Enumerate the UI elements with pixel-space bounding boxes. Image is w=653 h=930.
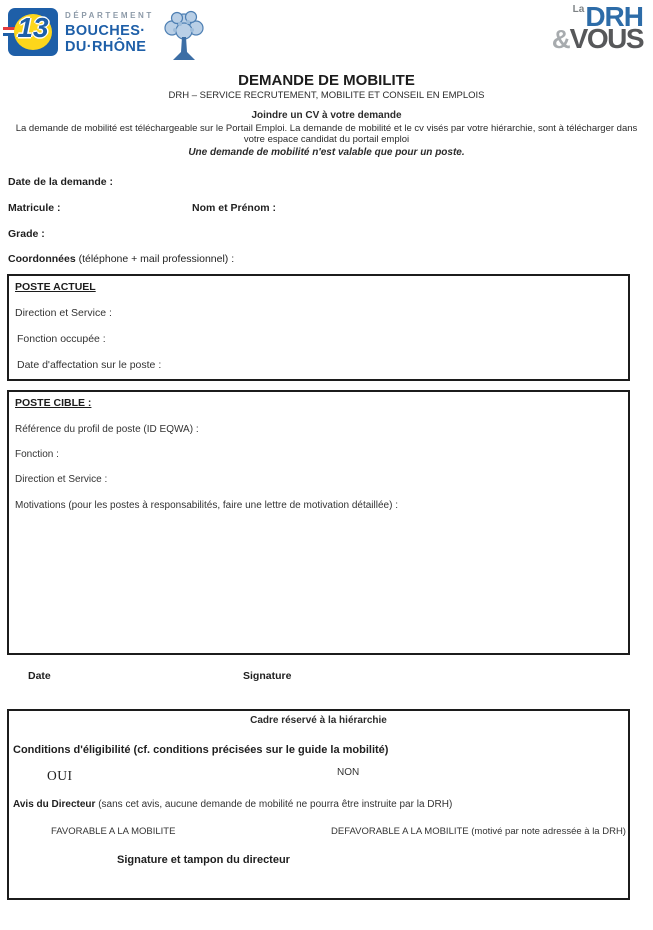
drh-logo-la: La — [572, 4, 585, 15]
department-wordmark — [65, 8, 154, 55]
date-demande-label: Date de la demande : — [8, 176, 114, 188]
matricule-label: Matricule : — [8, 202, 61, 214]
poste-actuel-fonction-label: Fonction occupée : — [17, 333, 106, 345]
drh-et-vous-logo — [543, 1, 643, 55]
tree-icon — [161, 10, 207, 62]
drh-logo-vous: VOUS — [569, 23, 643, 55]
badge-number: 13 — [17, 12, 49, 43]
department-logo — [8, 8, 207, 62]
poste-cible-title: POSTE CIBLE : — [15, 397, 92, 409]
page-title: DEMANDE DE MOBILITE — [238, 72, 415, 89]
hierarchy-box — [7, 709, 630, 900]
avis-directeur-label-bold: Avis du Directeur — [13, 799, 96, 810]
poste-cible-fonction-label: Fonction : — [15, 449, 59, 460]
coordonnees-label-bold: Coordonnées — [8, 253, 76, 265]
poste-actuel-affectation-label: Date d'affectation sur le poste : — [17, 359, 162, 371]
nom-prenom-label: Nom et Prénom : — [192, 202, 277, 214]
drh-logo-drh: DRH — [585, 1, 643, 32]
grade-label: Grade : — [8, 228, 45, 240]
defavorable-option: DEFAVORABLE A LA MOBILITE (motivé par note adressée à la DRH) — [331, 826, 626, 837]
department-13-badge-icon — [8, 8, 58, 56]
drh-logo-row2 — [543, 23, 643, 55]
oui-option: OUI — [47, 768, 73, 783]
poste-actuel-box — [7, 274, 630, 381]
signature-label: Signature — [243, 670, 292, 682]
poste-cible-reference-label: Référence du profil de poste (ID EQWA) : — [15, 424, 199, 435]
favorable-option: FAVORABLE A LA MOBILITE — [51, 826, 176, 837]
department-name-line2: DU·RHÔNE — [65, 39, 147, 56]
eligibility-label: Conditions d'éligibilité (cf. conditions précisées sur le guide la mobilité) — [13, 744, 389, 756]
page-subtitle: DRH – SERVICE RECRUTEMENT, MOBILITE ET CONSEIL EN EMPLOIS — [168, 90, 485, 101]
poste-cible-direction-label: Direction et Service : — [15, 474, 108, 485]
stamp-label: Signature et tampon du directeur — [117, 854, 290, 866]
intro-block — [0, 110, 653, 158]
avis-directeur-label — [13, 799, 452, 810]
department-name-line1: BOUCHES· — [65, 23, 146, 39]
avis-directeur-label-rest: (sans cet avis, aucune demande de mobilité ne pourra être instruite par la DRH) — [95, 799, 453, 810]
poste-cible-motivations-label: Motivations (pour les postes à responsabilités, faire une lettre de motivation détaillée) : — [15, 500, 398, 511]
intro-body: La demande de mobilité est téléchargeable sur le Portail Emploi. La demande de mobilité et le cv visés par votre hiérarchie, sont à télécharger dans votre espace candidat du portail emploi — [15, 123, 638, 146]
coordonnees-label-rest: (téléphone + mail professionnel) : — [75, 253, 235, 265]
departement-label: DÉPARTEMENT — [65, 11, 154, 20]
intro-note: Une demande de mobilité n'est valable que pour un poste. — [188, 146, 465, 158]
poste-cible-box — [7, 390, 630, 655]
non-option: NON — [337, 767, 360, 778]
poste-actuel-title: POSTE ACTUEL — [15, 281, 96, 293]
intro-cv-line: Joindre un CV à votre demande — [251, 110, 402, 121]
hierarchy-title: Cadre réservé à la hiérarchie — [250, 715, 387, 726]
poste-actuel-direction-label: Direction et Service : — [15, 307, 112, 319]
coordonnees-label — [8, 253, 234, 265]
drh-logo-ampersand: & — [551, 24, 570, 55]
date-label: Date — [28, 670, 51, 682]
